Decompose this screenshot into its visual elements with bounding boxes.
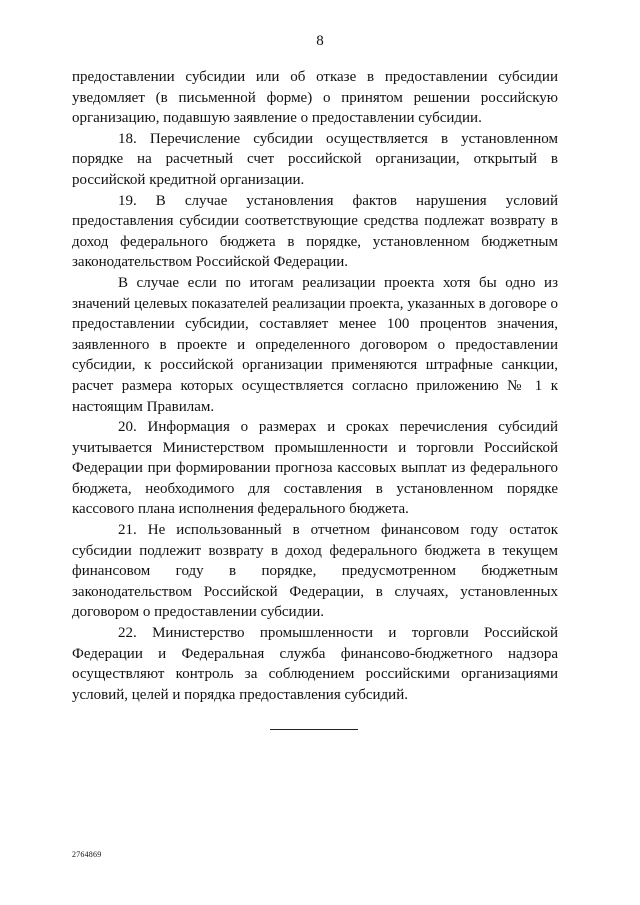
paragraph-19: 19. В случае установления фактов нарушения условий предоставления субсидии соответствующие средства подлежат возврату в доход федерального бюджета в порядке, установленном бюджетным законодательством Российской Федерации. — [72, 192, 558, 271]
paragraph-18: 18. Перечисление субсидии осуществляется в установленном порядке на расчетный счет российской организации, открытый в российской кредитной организации. — [72, 130, 558, 188]
paragraph-20: 20. Информация о размерах и сроках перечисления субсидий учитывается Министерством промышленности и торговли Российской Федерации при формировании прогноза кассовых выплат из федерального бюджета, необходимого для составления в установленном порядке кассового плана исполнения федерального бюджета. — [72, 419, 558, 518]
end-divider — [270, 729, 358, 730]
paragraph-19-sanctions: В случае если по итогам реализации проекта хотя бы одно из значений целевых показателей реализации проекта, указанных в договоре о предоставлении субсидии, составляет менее 100 процентов значения, заявленного в проекте и определенного договором о предоставлении субсидии, к российской организации применяются штрафные санкции, расчет размера которых осуществляется согласно приложению № 1 к настоящим Правилам. — [72, 274, 558, 415]
document-code: 2764869 — [72, 850, 102, 859]
paragraph-21: 21. Не использованный в отчетном финансовом году остаток субсидии подлежит возврату в доход федерального бюджета в текущем финансовом году в порядке, предусмотренном бюджетным законодательством Российской Федерации, в случаях, установленных договором о предоставлении субсидии. — [72, 522, 558, 621]
paragraph-22: 22. Министерство промышленности и торговли Российской Федерации и Федеральная служба финансово-бюджетного надзора осуществляют контроль за соблюдением российскими организациями условий, целей и порядка предоставления субсидий. — [72, 625, 558, 703]
paragraph-continuation: предоставлении субсидии или об отказе в предоставлении субсидии уведомляет (в письменной форме) о принятом решении российскую организацию, подавшую заявление о предоставлении субсидии. — [72, 69, 558, 127]
document-body — [72, 67, 558, 705]
page-number: 8 — [316, 33, 324, 49]
